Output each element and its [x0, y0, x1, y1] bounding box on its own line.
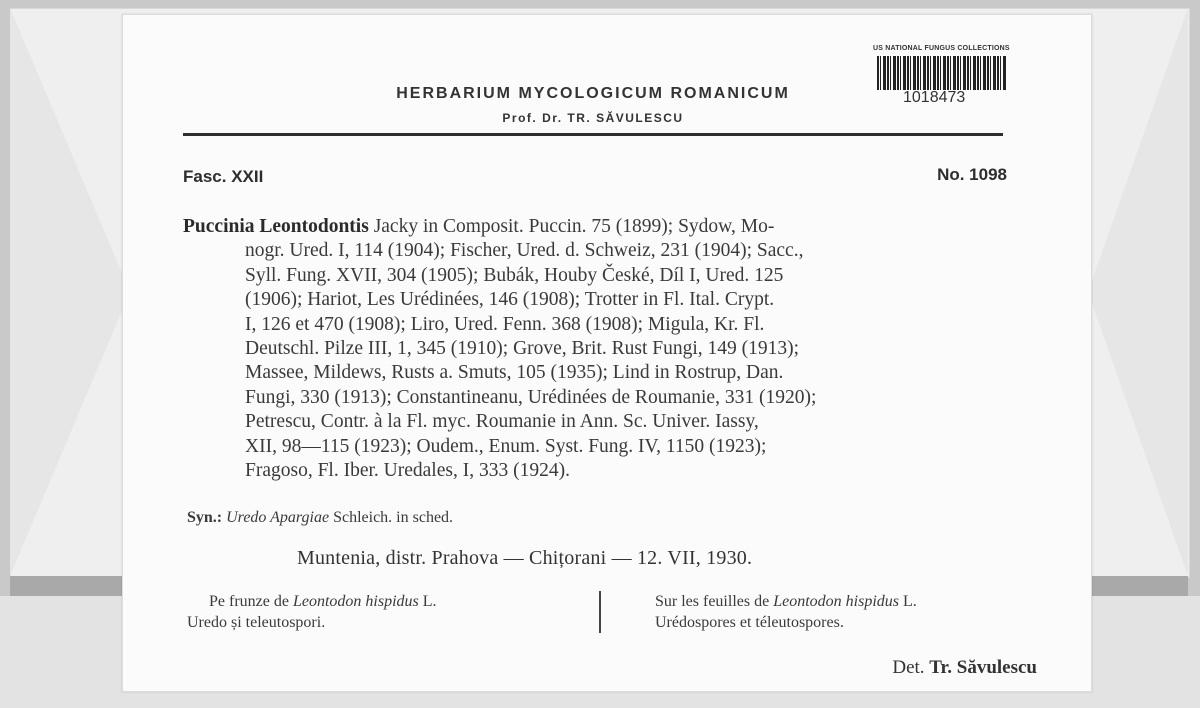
determiner-name: Tr. Săvulescu	[929, 657, 1037, 678]
host-ro-name: Leontodon hispidus	[292, 593, 419, 610]
specimen-number: No. 1098	[937, 165, 1007, 184]
barcode-label	[867, 45, 1017, 117]
barcode-icon	[877, 56, 1007, 90]
language-divider	[599, 591, 601, 633]
citation-line: (1906); Hariot, Les Urédinées, 146 (1908); Trotter in Fl. Ital. Crypt.	[245, 289, 775, 311]
host-ro-prefix: Pe frunze de	[209, 593, 293, 610]
host-fr-spores: Urédospores et téleutospores.	[655, 614, 844, 631]
synonym-label: Syn.:	[187, 509, 223, 526]
synonym	[187, 509, 453, 527]
header-rule	[183, 133, 1003, 136]
citation-line: Fungi, 330 (1913); Constantineanu, Urédinées de Roumanie, 331 (1920);	[245, 386, 817, 408]
species-name: Puccinia Leontodontis	[183, 216, 369, 237]
citation-line	[183, 215, 1013, 239]
host-ro-spores: Uredo și teleutospori.	[187, 614, 326, 631]
citation-line: nogr. Ured. I, 114 (1904); Fischer, Ured. d. Schweiz, 231 (1904); Sacc.,	[245, 240, 804, 262]
envelope-fold-left	[10, 8, 130, 576]
citation-line: Petrescu, Contr. à la Fl. myc. Roumanie in Ann. Sc. Univer. Iassy,	[245, 411, 759, 433]
herbarium-title: HERBARIUM MYCOLOGICUM ROMANICUM	[396, 85, 790, 102]
host-fr-name: Leontodon hispidus	[773, 593, 899, 610]
citation-line: I, 126 et 470 (1908); Liro, Ured. Fenn. 368 (1908); Migula, Kr. Fl.	[245, 313, 765, 335]
host-ro-suffix: L.	[418, 593, 437, 610]
barcode-number: 1018473	[903, 89, 966, 106]
citation-line: Deutschl. Pilze III, 1, 345 (1910); Grove, Brit. Rust Fungi, 149 (1913);	[245, 338, 800, 360]
determiner-label: Det.	[892, 657, 930, 678]
synonym-authority: Schleich. in sched.	[329, 509, 454, 526]
citation-text: Jacky in Composit. Puccin. 75 (1899); Sydow, Mo-	[368, 216, 775, 237]
citation-line: Syll. Fung. XVII, 304 (1905); Bubák, Houby České, Díl I, Ured. 125	[245, 264, 784, 286]
determiner	[892, 657, 1037, 679]
envelope-fold-right	[1088, 8, 1188, 576]
citation-line: XII, 98—115 (1923); Oudem., Enum. Syst. Fung. IV, 1150 (1923);	[245, 435, 767, 457]
synonym-name: Uredo Apargiae	[226, 509, 330, 526]
herbarium-label	[122, 14, 1092, 692]
citation-line: Massee, Mildews, Rusts a. Smuts, 105 (1935); Lind in Rostrup, Dan.	[245, 362, 784, 384]
fascicle-label: Fasc. XXII	[183, 167, 264, 186]
citation-line: Fragoso, Fl. Iber. Uredales, I, 333 (1924).	[245, 460, 570, 482]
host-fr-prefix: Sur les feuilles de	[655, 593, 774, 610]
species-citation	[183, 215, 1013, 483]
herbarium-director: Prof. Dr. TR. SĂVULESCU	[502, 111, 684, 125]
host-fr-suffix: L.	[899, 593, 917, 610]
host-french	[633, 591, 1053, 633]
barcode-caption: US NATIONAL FUNGUS COLLECTIONS	[873, 45, 1010, 52]
host-romanian	[187, 591, 587, 633]
collection-locality: Muntenia, distr. Prahova — Chițorani — 12. VII, 1930.	[297, 547, 753, 569]
